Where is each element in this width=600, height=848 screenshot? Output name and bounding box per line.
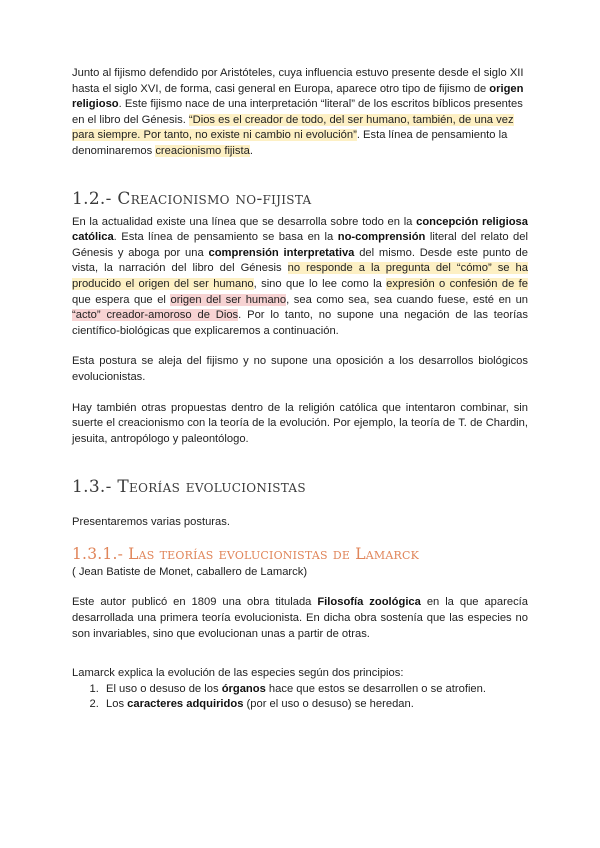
paragraph-otras-propuestas: Hay también otras propuestas dentro de la religión católica que intentaron combinar, sin suerte el creacionismo con la teoría de la evolución. Por ejemplo, la teoría de T. de Chardin, jesuita, antropólogo y paleontólogo. xyxy=(72,401,528,445)
text: hace que estos se desarrollen o se atrofien. xyxy=(265,682,486,695)
text: . Por lo tanto, no supone una negación de las teorías científico-biológicas que explicaremos a continuación. xyxy=(72,309,528,337)
highlight-text: expresión o confesión de fe xyxy=(386,277,528,290)
paragraph-creacionismo-no-fijista xyxy=(72,215,528,340)
bold-term: órganos xyxy=(221,682,266,695)
principles-list xyxy=(72,682,528,713)
section-heading-1-3: 1.3.- Teorías evolucionistas xyxy=(72,477,306,498)
text: Los xyxy=(106,698,128,711)
bold-term: comprensión interpretativa xyxy=(208,246,355,259)
paragraph-postura: Esta postura se aleja del fijismo y no supone una oposición a los desarrollos biológicos evolucionistas. xyxy=(72,355,528,383)
paragraph-filosofia-zoologica xyxy=(72,595,528,642)
text: En la actualidad existe una línea que se desarrolla sobre todo en la xyxy=(72,215,417,228)
highlight-text: “acto” creador-amoroso de Dios xyxy=(72,309,239,322)
paragraph-principios: Lamarck explica la evolución de las especies según dos principios: xyxy=(72,667,404,680)
text: . Esta línea de pensamiento la denominaremos xyxy=(72,129,508,157)
list-item xyxy=(102,682,528,698)
paragraph-fijismo-religioso xyxy=(72,66,528,160)
text: . Este fijismo nace de una interpretación “literal” de los escritos bíblicos presentes en el libro del Génesis. xyxy=(72,98,523,126)
bold-term: origen religioso xyxy=(72,82,524,111)
highlight-text: no responde a la pregunta del “cómo” se ha producido el origen del ser humano xyxy=(72,262,528,290)
bold-term: Filosofía zoológica xyxy=(317,596,421,609)
text: , sea como sea, sea cuando fuese, esté en un xyxy=(286,293,529,306)
text: El uso o desuso de los xyxy=(106,682,222,695)
text: , sino que lo lee como la xyxy=(253,277,387,290)
highlight-text: origen del ser humano xyxy=(170,293,287,306)
text: . xyxy=(249,144,253,157)
subsection-heading-1-3-1: 1.3.1.- Las teorías evolucionistas de Lamarck xyxy=(72,544,419,563)
paragraph-lamarck-name: ( Jean Batiste de Monet, caballero de Lamarck) xyxy=(72,565,308,578)
bold-term: concepción religiosa católica xyxy=(72,215,528,244)
text: Junto al fijismo defendido por Aristóteles, cuya influencia estuvo presente desde el siglo XII hasta el siglo XVI, de forma, casi general en Europa, aparece otro tipo de fijismo de xyxy=(72,67,524,95)
text: . Esta línea de pensamiento se basa en la xyxy=(113,231,338,244)
text: del mismo. Desde este punto de vista, la narración del libro del Génesis xyxy=(72,246,528,275)
paragraph-posturas: Presentaremos varias posturas. xyxy=(72,516,230,529)
bold-term: no-comprensión xyxy=(337,231,426,244)
highlight-quote: “Dios es el creador de todo, del ser humano, también, de una vez para siempre. Por tanto, no existe ni cambio ni evolución” xyxy=(72,113,514,142)
text: que espera que el xyxy=(72,293,171,306)
text: en la que aparecía desarrollada una primera teoría evolucionista. En dicha obra sostenía que las especies no son invariables, sino que evolucionan unas a partir de otras. xyxy=(72,596,528,640)
section-heading-1-2: 1.2.- Creacionismo no-fijista xyxy=(72,188,312,209)
highlight-term: creacionismo fijista xyxy=(155,144,250,157)
list-item xyxy=(102,697,528,713)
text: Este autor publicó en 1809 una obra titulada xyxy=(72,596,318,609)
text: literal del relato del Génesis y aboga por una xyxy=(72,231,528,259)
bold-term: caracteres adquiridos xyxy=(127,698,244,711)
document-page xyxy=(72,66,528,713)
text: (por el uso o desuso) se heredan. xyxy=(243,698,414,711)
